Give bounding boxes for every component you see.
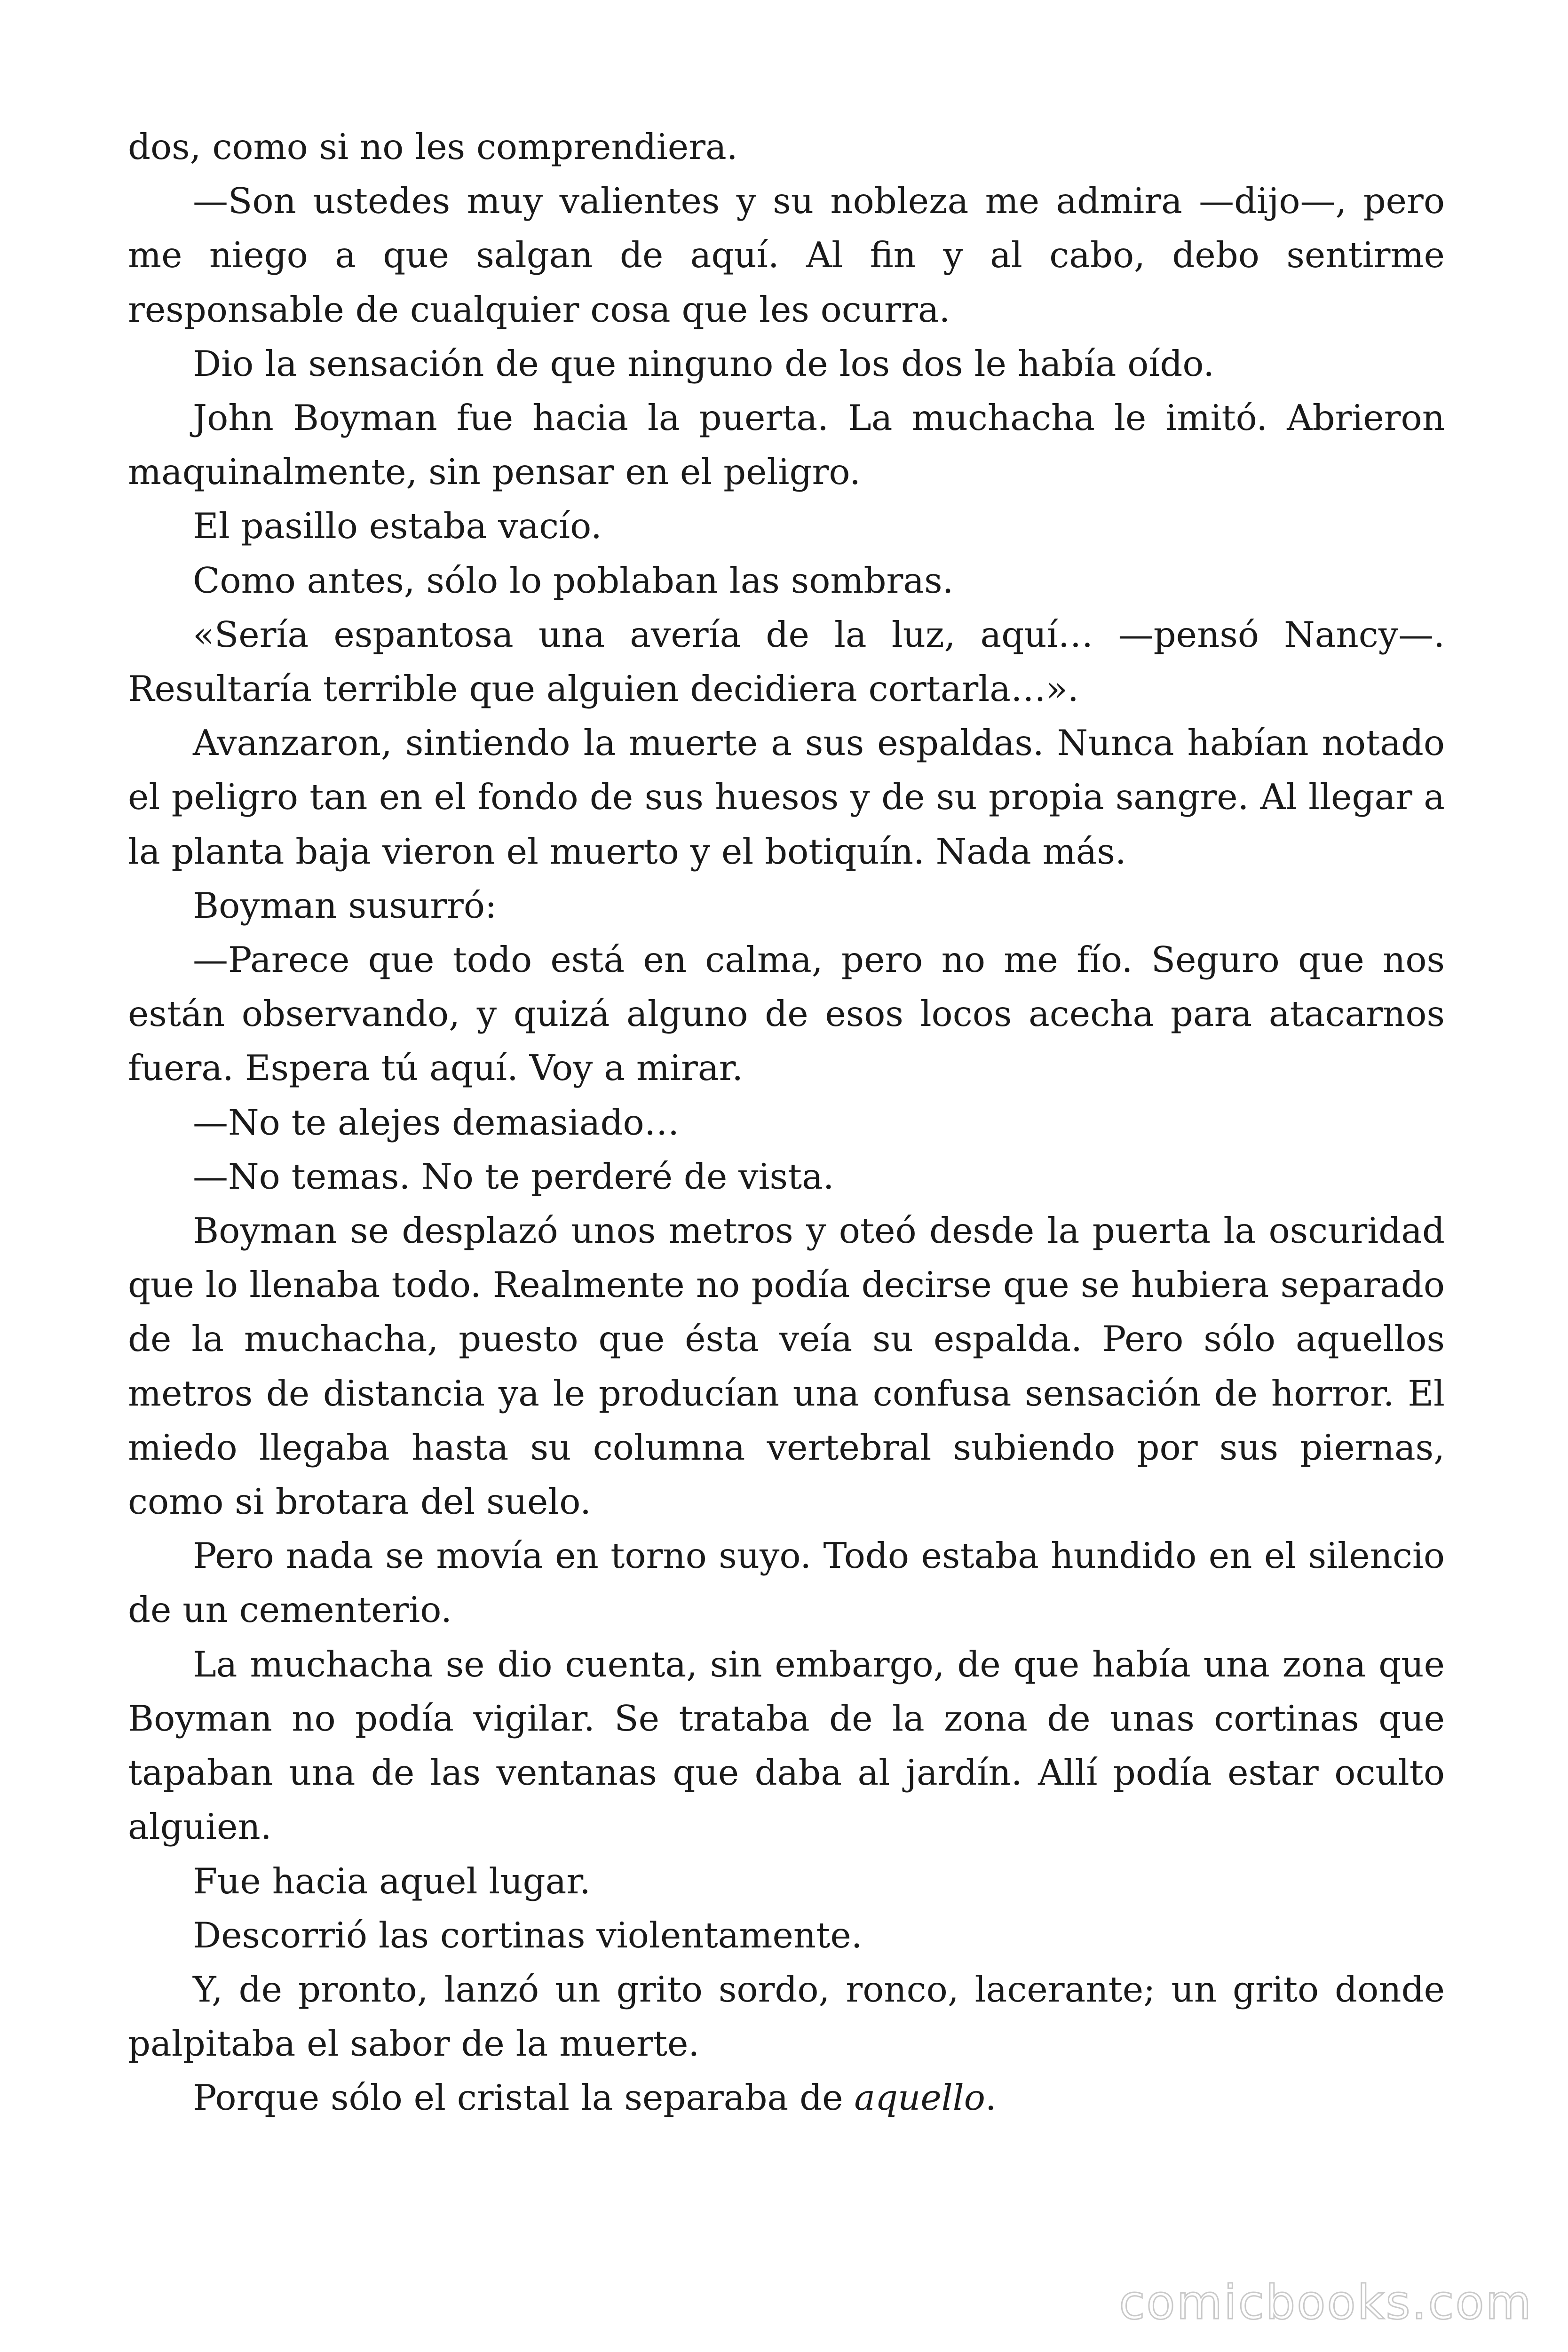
paragraph: Y, de pronto, lanzó un grito sordo, ronco, lacerante; un grito donde palpitaba el sabor de la muerte. xyxy=(128,1968,1445,2065)
paragraph: Dio la sensación de que ninguno de los dos le había oído. xyxy=(193,342,1215,384)
paragraph: —No temas. No te perderé de vista. xyxy=(193,1155,834,1197)
paragraph: «Sería espantosa una avería de la luz, aquí… —pensó Nancy—. Resultaría terrible que alguien decidiera cortarla…». xyxy=(128,613,1445,710)
paragraph: John Boyman fue hacia la puerta. La muchacha le imitó. Abrieron maquinalmente, sin pensar en el peligro. xyxy=(128,397,1445,493)
last-paragraph-text: Porque sólo el cristal la separaba de xyxy=(193,2077,855,2119)
paragraph: La muchacha se dio cuenta, sin embargo, de que había una zona que Boyman no podía vigilar. Se trataba de la zona de unas cortinas que tapaban una de las ventanas que daba al jardín. Allí podía estar oculto alguien. xyxy=(128,1643,1445,1848)
last-paragraph-end: . xyxy=(985,2077,997,2119)
paragraph: El pasillo estaba vacío. xyxy=(193,505,602,547)
paragraph: dos, como si no les comprendiera. xyxy=(128,126,738,167)
paragraph: Como antes, sólo lo poblaban las sombras. xyxy=(193,559,954,601)
paragraph: —Parece que todo está en calma, pero no me fío. Seguro que nos están observando, y quizá alguno de esos locos acecha para atacarnos fuera. Espera tú aquí. Voy a mirar. xyxy=(128,939,1445,1089)
paragraph: Boyman susurró: xyxy=(193,884,497,926)
paragraph: Pero nada se movía en torno suyo. Todo estaba hundido en el silencio de un cementerio. xyxy=(128,1535,1445,1631)
paragraph: Descorrió las cortinas violentamente. xyxy=(193,1914,863,1956)
paragraph: —No te alejes demasiado… xyxy=(193,1101,680,1143)
paragraph: Boyman se desplazó unos metros y oteó desde la puerta la oscuridad que lo llenaba todo. Realmente no podía decirse que se hubiera separado de la muchacha, puesto que ésta veía su espalda. Pero sólo aquellos metros de distancia ya le producían una confusa sensación de horror. El miedo llegaba hasta su columna vertebral subiendo por sus piernas, como si brotara del suelo. xyxy=(128,1210,1445,1523)
watermark: comicbooks.com xyxy=(1119,2275,1533,2330)
italic-word: aquello xyxy=(854,2077,985,2119)
paragraph: —Son ustedes muy valientes y su nobleza me admira —dijo—, pero me niego a que salgan de aquí. Al fin y al cabo, debo sentirme responsable de cualquier cosa que les ocurra. xyxy=(128,180,1445,330)
paragraph: Fue hacia aquel lugar. xyxy=(193,1860,591,1902)
last-paragraph xyxy=(128,2071,1445,2125)
paragraph: Avanzaron, sintiendo la muerte a sus espaldas. Nunca habían notado el peligro tan en el fondo de sus huesos y de su propia sangre. Al llegar a la planta baja vieron el muerto y el botiquín. Nada más. xyxy=(128,722,1445,872)
book-page-text xyxy=(128,120,1445,2125)
